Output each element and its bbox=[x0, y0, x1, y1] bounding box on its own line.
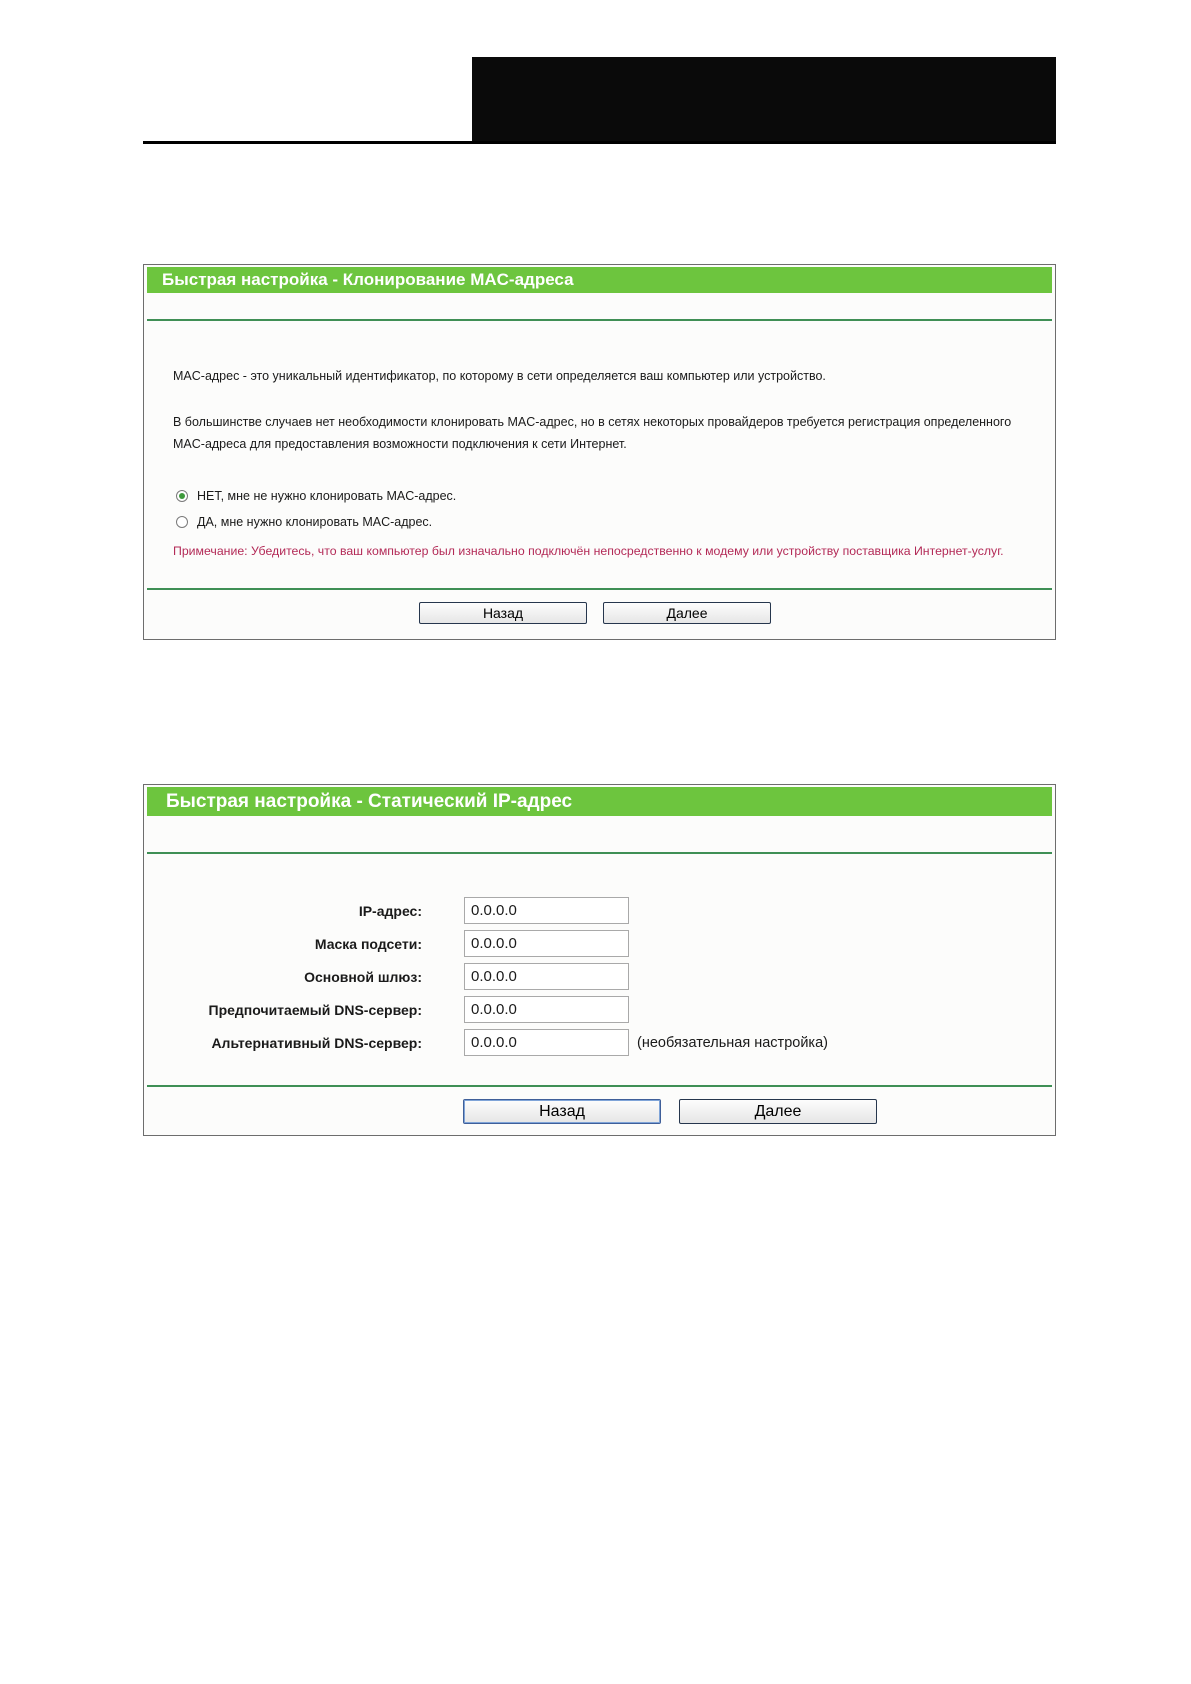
ip-address-input[interactable]: 0.0.0.0 bbox=[464, 897, 629, 924]
static-ip-panel bbox=[143, 784, 1056, 1136]
back-button[interactable]: Назад bbox=[419, 602, 587, 624]
radio-selected-dot bbox=[179, 493, 185, 499]
ip-address-label: IP-адрес: bbox=[358, 903, 422, 919]
default-gateway-input[interactable]: 0.0.0.0 bbox=[464, 963, 629, 990]
radio-option-clone[interactable] bbox=[176, 515, 432, 529]
back-button[interactable]: Назад bbox=[463, 1099, 661, 1124]
panel-divider-top bbox=[147, 319, 1052, 321]
radio-button-no[interactable] bbox=[176, 490, 188, 502]
radio-button-yes[interactable] bbox=[176, 516, 188, 528]
alternate-dns-input[interactable]: 0.0.0.0 bbox=[464, 1029, 629, 1056]
panel-divider-top bbox=[147, 852, 1052, 854]
page-header-rule bbox=[143, 141, 1056, 144]
mac-clone-panel bbox=[143, 264, 1056, 640]
preferred-dns-label: Предпочитаемый DNS-сервер: bbox=[208, 1002, 422, 1018]
panel-divider-bottom bbox=[147, 1085, 1052, 1087]
page-header-block bbox=[472, 57, 1056, 143]
mac-clone-title: Быстрая настройка - Клонирование MAC-адреса bbox=[147, 267, 1052, 293]
mac-note: Примечание: Убедитесь, что ваш компьютер был изначально подключён непосредственно к модему или устройству поставщика Интернет-услуг. bbox=[173, 544, 1004, 558]
preferred-dns-input[interactable]: 0.0.0.0 bbox=[464, 996, 629, 1023]
mac-info-line-1: В большинстве случаев нет необходимости клонировать MAC-адрес, но в сетях некоторых провайдеров требуется регистрация определенного bbox=[173, 415, 1012, 429]
optional-hint: (необязательная настройка) bbox=[637, 1035, 828, 1051]
radio-option-no-clone[interactable] bbox=[176, 489, 456, 503]
mac-description: MAC-адрес - это уникальный идентификатор, по которому в сети определяется ваш компьютер или устройство. bbox=[173, 369, 826, 383]
default-gateway-label: Основной шлюз: bbox=[304, 969, 422, 985]
next-button[interactable]: Далее bbox=[603, 602, 771, 624]
mac-info-line-2: MAC-адреса для предоставления возможности подключения к сети Интернет. bbox=[173, 437, 627, 451]
subnet-mask-label: Маска подсети: bbox=[314, 936, 422, 952]
radio-label-no: НЕТ, мне не нужно клонировать MAC-адрес. bbox=[197, 489, 457, 503]
next-button[interactable]: Далее bbox=[679, 1099, 877, 1124]
panel-divider-bottom bbox=[147, 588, 1052, 590]
radio-label-yes: ДА, мне нужно клонировать MAC-адрес. bbox=[197, 515, 433, 529]
static-ip-title: Быстрая настройка - Статический IP-адрес bbox=[147, 787, 1052, 816]
subnet-mask-input[interactable]: 0.0.0.0 bbox=[464, 930, 629, 957]
alternate-dns-label: Альтернативный DNS-сервер: bbox=[211, 1035, 422, 1051]
